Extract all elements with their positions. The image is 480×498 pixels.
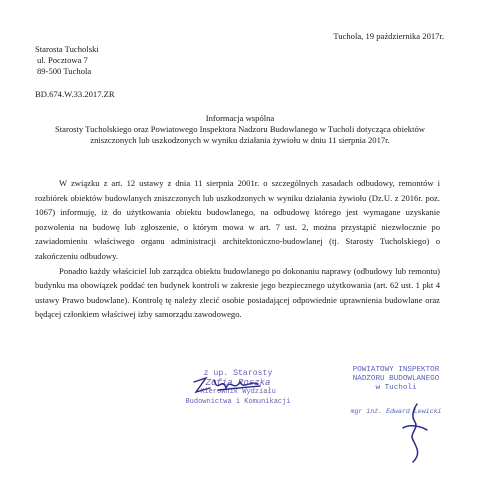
stamp-left-line4: Budownictwa i Komunikacji <box>185 397 291 406</box>
stamp-right-line4: mgr inż. Edward Lewicki <box>350 408 442 416</box>
body-paragraph-1: W związku z art. 12 ustawy z dnia 11 sierpnia 2001r. o szczególnych zasadach odbudowy, remontów i rozbiórek obiektów budowlanych zniszczonych lub uszkodzonych w wyniku działania żywiołu (Dz.U. z 2016r. poz. 1067) informuję, iż do użytkowania obiektu budowlanego, na odbudowę którego jest wymagane uzyskanie pozwolenia na budowę lub zgłoszenie, o którym mowa w art. 7 ust. 2, można przystąpić niezwłocznie po zawiadomieniu właściwego organu administracji architektoniczno-budowlanej (tj. Starosty Tucholskiego) o zakończeniu odbudowy. <box>35 178 440 261</box>
stamp-left-name: Zofia Roszka <box>205 377 271 388</box>
sender-address <box>35 44 99 78</box>
date-line: Tuchola, 19 października 2017r. <box>333 31 444 41</box>
body-paragraph-2: Ponadto każdy właściciel lub zarządca obiektu budowlanego po dokonaniu naprawy (odbudowy lub remontu) budynku ma obowiązek poddać ten budynek kontroli w zakresie jego bezpiecznego użytkowania (art. 62 ust. 1 pkt 4 ustawy Prawo budowlane). Kontrolę tę należy zlecić osobie posiadającej odpowiednie uprawnienia budowlane oraz będącej członkiem właściwej izby samorządu zawodowego. <box>35 265 440 320</box>
reference-number: BD.674.W.33.2017.ZR <box>35 89 115 99</box>
signature-left-icon <box>188 370 278 400</box>
sender-street: ul. Pocztowa 7 <box>37 55 88 66</box>
stamp-right-line3: w Tucholi <box>375 383 417 392</box>
document-subheading: Starosty Tucholskiego oraz Powiatowego Inspektora Nadzoru Budowlanego w Tucholi dotycząca obiektów zniszczonych lub uszkodzonych w wyniku działania żywiołu w dniu 11 sierpnia 2017r. <box>55 124 425 146</box>
stamp-right-line1: POWIATOWY INSPEKTOR <box>352 366 440 374</box>
signature-right-icon <box>395 400 435 468</box>
stamp-left-line1: z up. Starosty <box>203 369 273 378</box>
document-heading: Informacja wspólna <box>205 113 275 123</box>
stamp-right-line2: NADZORU BUDOWLANEGO <box>352 374 440 383</box>
sender-name: Starosta Tucholski <box>35 44 99 54</box>
document-body <box>35 176 440 322</box>
sender-city: 89-500 Tuchola <box>37 66 92 77</box>
stamp-left-line3: Kierownik Wydziału <box>200 388 276 397</box>
